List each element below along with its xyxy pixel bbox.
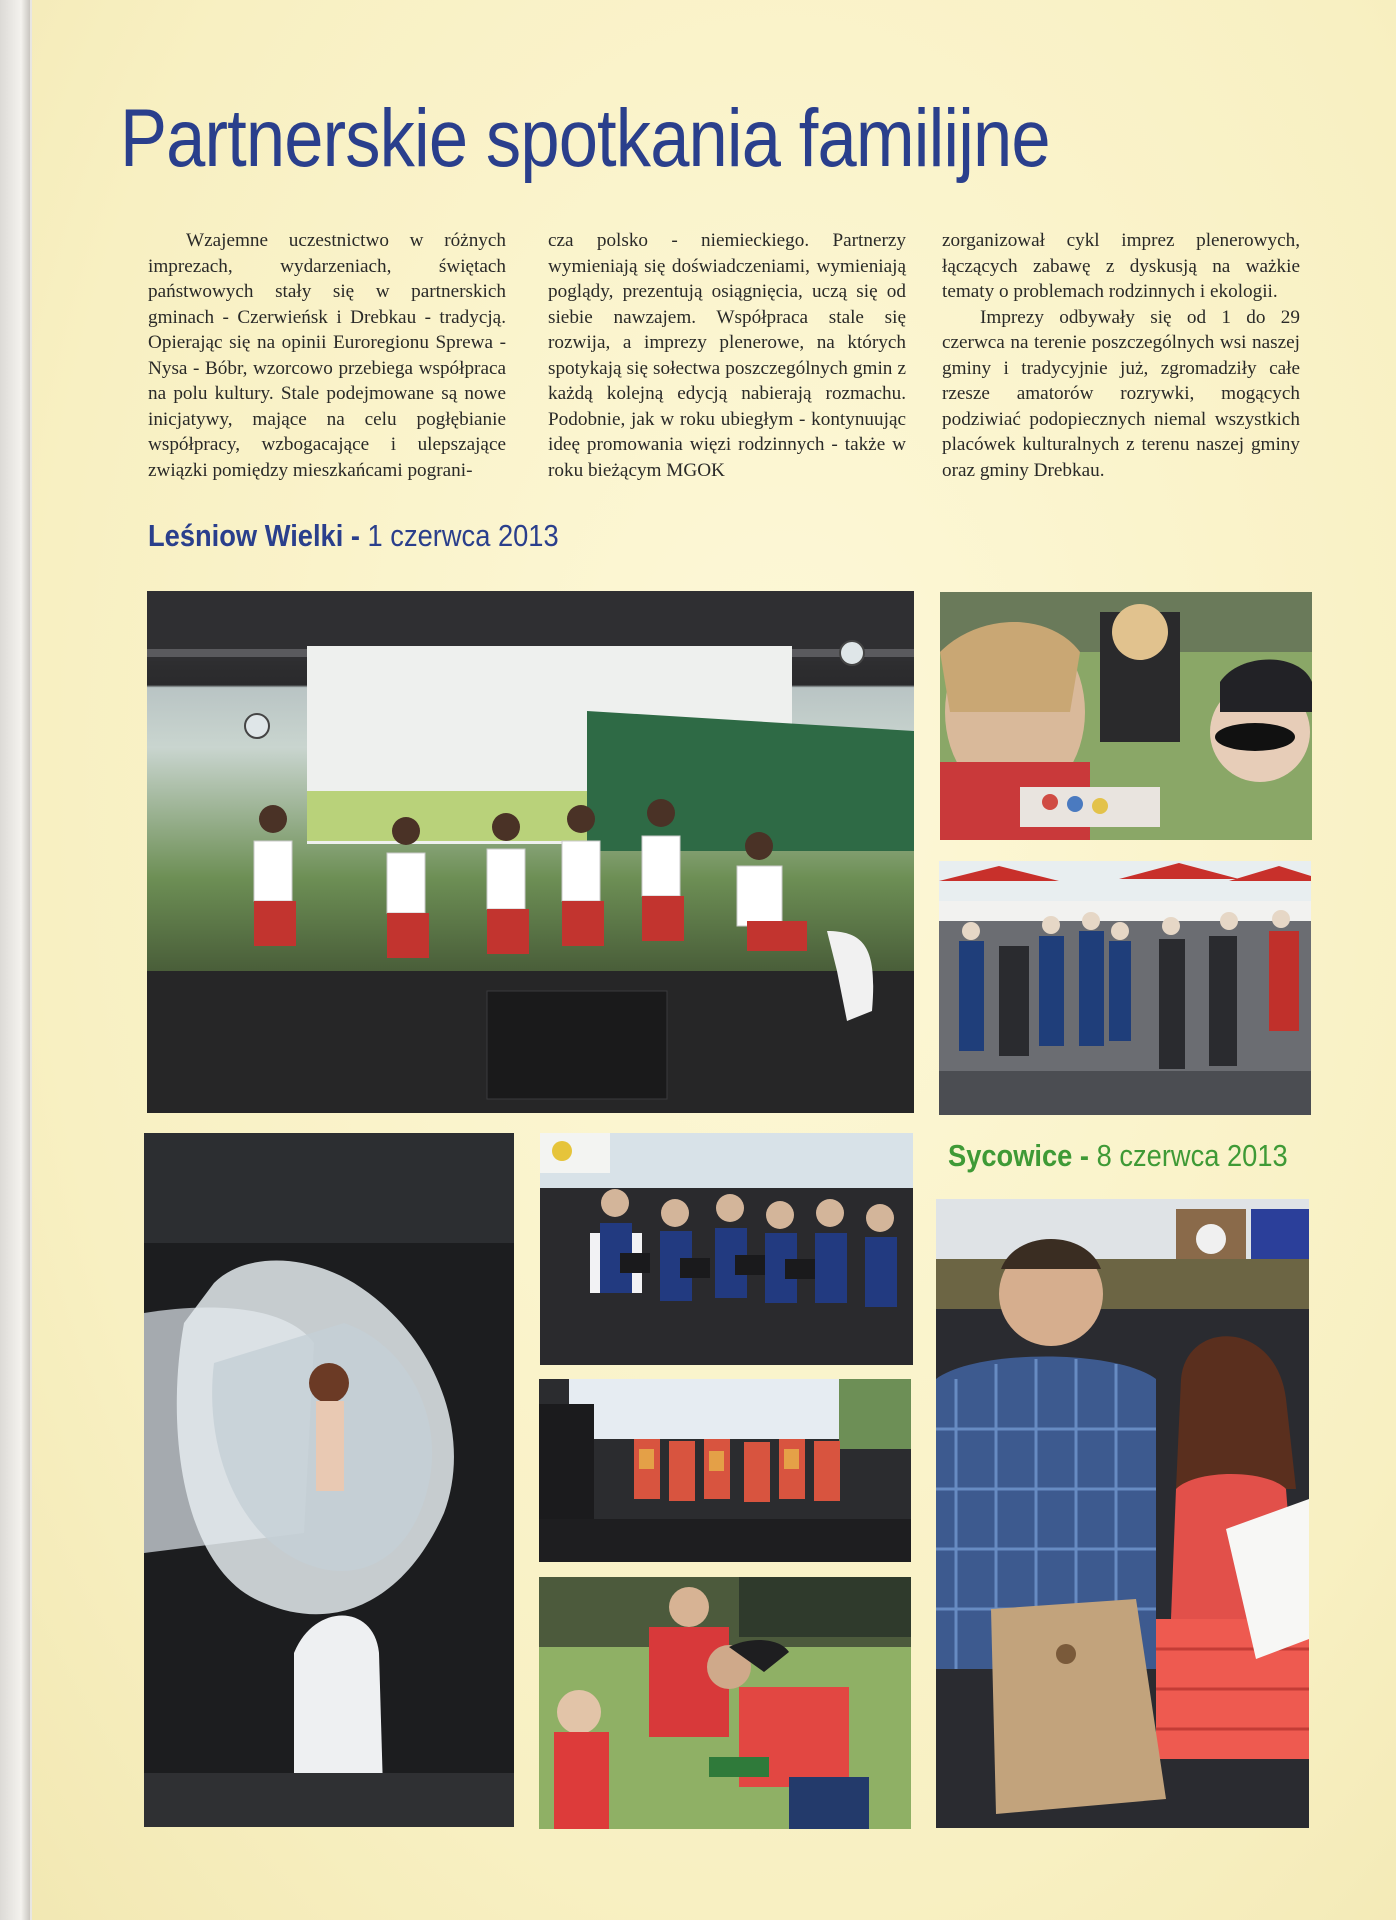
red-shirts-scene (539, 1577, 911, 1829)
section-separator: - (343, 518, 368, 553)
section-date: 1 czerwca 2013 (367, 518, 559, 553)
page-spine (0, 0, 30, 1920)
stage-scene (147, 591, 914, 1113)
paragraph: cza polsko - niemieckiego. Partnerzy wymieniają się doświadczeniami, wymieniają poglądy, prezentują osiągnięcia, uczą się od siebie nawzajem. Współpraca stale się rozwija, a imprezy plenerowe, na których spotykają się sołectwa poszczególnych gmin z każdą kolejną edycją nabierają rozmachu. Podobnie, jak w roku ubiegłym - kontynuując ideę promowania więzi rodzinnych - także w roku bieżącym MGOK (548, 230, 906, 481)
paragraph: Imprezy odbywały się od 1 do 29 czerwca na terenie poszczególnych wsi naszej gminy i tradycyjnie już, zgromadziły całe rzesze amatorów rozrywki, mogących podziwiać podopiecznych niemal wszystkich placówek kulturalnych z terenu naszej gminy oraz gminy Drebkau. (942, 306, 1300, 481)
prize-couple-scene (936, 1199, 1309, 1828)
section-date: 8 czerwca 2013 (1096, 1138, 1288, 1173)
photo-prize-couple (936, 1199, 1309, 1828)
section-heading-sycowice (948, 1138, 1288, 1174)
photo-veil-dancer (144, 1133, 514, 1827)
paragraph: zorganizował cykl imprez plenerowych, łączących zabawę z dyskusją na ważkie tematy o problemach rodzinnych i ekologii. (942, 230, 1300, 302)
photo-choir-blue (540, 1133, 913, 1365)
folk-crowd-scene (939, 861, 1311, 1115)
text-column-2 (548, 228, 906, 483)
photo-choir-floral (539, 1379, 911, 1562)
choir-blue-scene (540, 1133, 913, 1365)
photo-folk-crowd (939, 861, 1311, 1115)
paragraph: Wzajemne uczestnictwo w różnych imprezach, wydarzeniach, świętach państwowych stały się w partnerskich gminach - Czerwieńsk i Drebkau - tradycją. Opierając się na opinii Euroregionu Sprewa - Nysa - Bóbr, wzorcowo przebiega współpraca na polu kultury. Stale podejmowane są nowe inicjatywy, mające na celu pogłębianie współpracy, wzbogacające i ulepszające związki pomiędzy mieszkańcami pograni- (148, 230, 506, 481)
choir-floral-scene (539, 1379, 911, 1562)
section-place: Sycowice (948, 1138, 1073, 1173)
section-heading-lesniow (148, 518, 559, 554)
article-title: Partnerskie spotkania familijne (120, 93, 1050, 184)
section-place: Leśniow Wielki (148, 518, 344, 553)
section-separator: - (1072, 1138, 1097, 1173)
photo-face-painting (940, 592, 1312, 840)
photo-stage-recorders (147, 591, 914, 1113)
photo-red-shirts-game (539, 1577, 911, 1829)
text-column-3 (942, 228, 1300, 483)
face-painting-scene (940, 592, 1312, 840)
veil-dancer-scene (144, 1133, 514, 1827)
text-column-1 (148, 228, 506, 483)
